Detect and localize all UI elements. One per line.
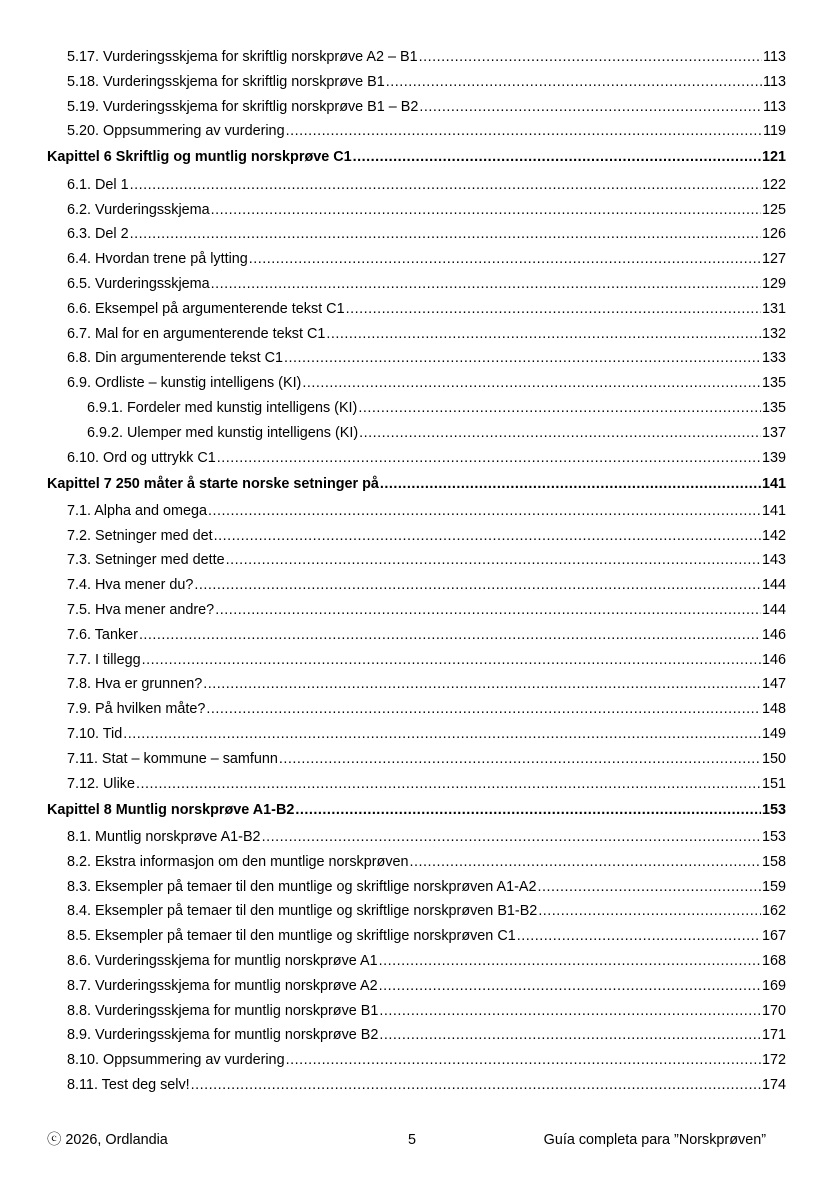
toc-dot-leader	[136, 775, 761, 793]
toc-subsubsection-entry[interactable]	[87, 424, 786, 442]
toc-entry-page-number: 150	[761, 750, 786, 767]
toc-section-entry[interactable]	[67, 725, 786, 743]
toc-entry-page-number: 132	[761, 325, 786, 342]
toc-entry-page-number: 170	[761, 1002, 786, 1019]
toc-entry-title: 6.6. Eksempel på argumenterende tekst C1	[67, 300, 345, 317]
toc-entry-page-number: 153	[761, 801, 786, 818]
toc-dot-leader	[358, 399, 761, 417]
toc-dot-leader	[353, 148, 761, 166]
toc-entry-page-number: 162	[761, 903, 786, 920]
toc-dot-leader	[286, 1051, 761, 1069]
toc-dot-leader	[386, 73, 762, 91]
toc-section-entry[interactable]	[67, 527, 786, 545]
toc-section-entry[interactable]	[67, 300, 786, 318]
toc-dot-leader	[211, 201, 761, 219]
toc-section-entry[interactable]	[67, 502, 786, 520]
toc-entry-title: 8.6. Vurderingsskjema for muntlig norskprøve A1	[67, 952, 378, 969]
toc-dot-leader	[538, 902, 761, 920]
toc-entry-title: 7.7. I tillegg	[67, 651, 141, 668]
toc-section-entry[interactable]	[67, 853, 786, 871]
toc-section-entry[interactable]	[67, 1076, 786, 1094]
toc-dot-leader	[215, 601, 761, 619]
toc-dot-leader	[208, 502, 761, 520]
toc-section-entry[interactable]	[67, 122, 786, 140]
toc-entry-page-number: 119	[763, 123, 786, 140]
toc-section-entry[interactable]	[67, 349, 786, 367]
toc-entry-title: 6.4. Hvordan trene på lytting	[67, 251, 248, 268]
toc-entry-title: Kapittel 7 250 måter å starte norske setninger på	[47, 475, 379, 492]
toc-section-entry[interactable]	[67, 325, 786, 343]
toc-section-entry[interactable]	[67, 1051, 786, 1069]
toc-dot-leader	[295, 801, 761, 819]
toc-dot-leader	[206, 700, 761, 718]
toc-dot-leader	[379, 1002, 761, 1020]
toc-entry-page-number: 144	[761, 602, 786, 618]
toc-entry-page-number: 171	[761, 1027, 786, 1044]
toc-chapter-entry[interactable]	[47, 475, 786, 493]
toc-entry-page-number: 158	[761, 853, 786, 870]
toc-entry-title: 6.9.2. Ulemper med kunstig intelligens (KI)	[87, 424, 359, 441]
toc-subsubsection-entry[interactable]	[87, 399, 786, 417]
toc-dot-leader	[380, 475, 761, 493]
toc-dot-leader	[130, 225, 761, 243]
toc-entry-title: Kapittel 8 Muntlig norskprøve A1-B2	[47, 801, 295, 818]
toc-dot-leader	[359, 424, 761, 442]
toc-entry-page-number: 153	[761, 828, 786, 845]
toc-entry-title: 6.1. Del 1	[67, 176, 129, 193]
toc-section-entry[interactable]	[67, 1026, 786, 1044]
toc-entry-page-number: 143	[761, 552, 786, 569]
toc-entry-page-number: 129	[761, 275, 786, 292]
toc-section-entry[interactable]	[67, 902, 786, 920]
toc-entry-page-number: 149	[761, 726, 786, 742]
toc-entry-title: 5.17. Vurderingsskjema for skriftlig norskprøve A2 – B1	[67, 49, 418, 65]
toc-entry-page-number: 141	[761, 502, 786, 519]
toc-entry-page-number: 151	[761, 775, 786, 792]
toc-dot-leader	[214, 527, 761, 545]
toc-section-entry[interactable]	[67, 651, 786, 669]
toc-entry-title: 8.8. Vurderingsskjema for muntlig norskprøve B1	[67, 1002, 379, 1019]
toc-entry-page-number: 146	[761, 651, 786, 668]
toc-dot-leader	[284, 349, 761, 367]
toc-dot-leader	[410, 853, 761, 871]
toc-dot-leader	[346, 300, 761, 318]
toc-section-entry[interactable]	[67, 700, 786, 718]
toc-entry-page-number: 169	[761, 977, 786, 994]
toc-dot-leader	[139, 626, 761, 644]
toc-entry-title: 8.11. Test deg selv!	[67, 1076, 190, 1093]
toc-entry-page-number: 167	[761, 928, 786, 945]
toc-entry-title: 8.3. Eksempler på temaer til den muntlige og skriftlige norskprøven A1-A2	[67, 878, 537, 895]
toc-entry-page-number: 121	[761, 149, 786, 166]
toc-entry-title: 6.10. Ord og uttrykk C1	[67, 449, 216, 466]
toc-entry-page-number: 125	[761, 201, 786, 218]
footer-page-number: 5	[408, 1132, 417, 1148]
toc-entry-page-number: 133	[761, 350, 786, 367]
toc-entry-title: 8.9. Vurderingsskjema for muntlig norskprøve B2	[67, 1027, 379, 1044]
toc-entry-title: 7.10. Tid	[67, 726, 123, 742]
toc-entry-title: 5.19. Vurderingsskjema for skriftlig norskprøve B1 – B2	[67, 98, 419, 115]
toc-section-entry[interactable]	[67, 576, 786, 594]
toc-section-entry[interactable]	[67, 48, 786, 66]
toc-dot-leader	[279, 750, 761, 768]
toc-section-entry[interactable]	[67, 927, 786, 945]
toc-entry-title: 8.5. Eksempler på temaer til den muntlige og skriftlige norskprøven C1	[67, 928, 516, 945]
toc-entry-title: 5.18. Vurderingsskjema for skriftlig norskprøve B1	[67, 73, 385, 90]
toc-chapter-entry[interactable]	[47, 148, 786, 166]
toc-section-entry[interactable]	[67, 878, 786, 896]
toc-dot-leader	[191, 1076, 761, 1094]
toc-dot-leader	[226, 551, 761, 569]
toc-section-entry[interactable]	[67, 675, 786, 693]
toc-entry-title: 7.1. Alpha and omega	[67, 502, 208, 519]
toc-entry-title: 6.9.1. Fordeler med kunstig intelligens (KI)	[87, 399, 358, 416]
toc-entry-title: Kapittel 6 Skriftlig og muntlig norskprøve C1	[47, 149, 352, 166]
toc-entry-page-number: 144	[761, 577, 786, 594]
toc-section-entry[interactable]	[67, 449, 786, 467]
page-footer	[47, 1131, 766, 1149]
toc-section-entry[interactable]	[67, 201, 786, 219]
toc-section-entry[interactable]	[67, 374, 786, 392]
toc-entry-page-number: 126	[761, 226, 786, 243]
toc-dot-leader	[217, 449, 761, 467]
toc-dot-leader	[194, 576, 761, 594]
toc-section-entry[interactable]	[67, 250, 786, 268]
toc-section-entry[interactable]	[67, 98, 786, 116]
toc-section-entry[interactable]	[67, 176, 786, 194]
toc-entry-title: 7.9. På hvilken måte?	[67, 701, 206, 718]
toc-entry-page-number: 135	[761, 375, 786, 392]
toc-entry-page-number: 113	[763, 73, 786, 90]
toc-entry-title: 8.10. Oppsummering av vurdering	[67, 1052, 285, 1069]
toc-entry-page-number: 113	[763, 49, 786, 65]
toc-entry-page-number: 148	[761, 701, 786, 718]
footer-book-title: Guía completa para ”Norskprøven”	[543, 1132, 766, 1148]
toc-entry-page-number: 131	[761, 300, 786, 317]
toc-dot-leader	[142, 651, 761, 669]
toc-entry-title: 6.9. Ordliste – kunstig intelligens (KI)	[67, 375, 302, 392]
toc-entry-page-number: 135	[761, 399, 786, 416]
toc-entry-title: 6.7. Mal for en argumenterende tekst C1	[67, 325, 326, 342]
toc-entry-title: 6.8. Din argumenterende tekst C1	[67, 350, 283, 367]
toc-dot-leader	[203, 675, 761, 693]
toc-entry-title: 8.7. Vurderingsskjema for muntlig norskprøve A2	[67, 977, 378, 994]
toc-entry-title: 7.5. Hva mener andre?	[67, 602, 215, 618]
toc-entry-page-number: 172	[761, 1052, 786, 1069]
toc-entry-page-number: 122	[761, 176, 786, 193]
toc-dot-leader	[302, 374, 761, 392]
toc-entry-page-number: 142	[761, 527, 786, 544]
toc-section-entry[interactable]	[67, 225, 786, 243]
toc-entry-title: 6.2. Vurderingsskjema	[67, 201, 210, 218]
toc-entry-title: 7.12. Ulike	[67, 775, 135, 792]
toc-dot-leader	[286, 122, 762, 140]
toc-dot-leader	[517, 927, 761, 945]
toc-dot-leader	[262, 828, 761, 846]
toc-dot-leader	[211, 275, 761, 293]
toc-entry-title: 7.3. Setninger med dette	[67, 552, 225, 569]
toc-entry-title: 7.4. Hva mener du?	[67, 577, 194, 594]
toc-entry-title: 6.5. Vurderingsskjema	[67, 275, 210, 292]
toc-entry-title: 7.2. Setninger med det	[67, 527, 213, 544]
toc-entry-page-number: 113	[763, 98, 786, 115]
toc-entry-page-number: 141	[761, 475, 786, 492]
toc-entry-page-number: 147	[761, 676, 786, 693]
toc-section-entry[interactable]	[67, 775, 786, 793]
toc-entry-page-number: 168	[761, 952, 786, 969]
toc-entry-page-number: 159	[761, 878, 786, 895]
footer-copyright: ⓒ 2026, Ordlandia	[47, 1132, 168, 1148]
toc-section-entry[interactable]	[67, 750, 786, 768]
toc-dot-leader	[249, 250, 761, 268]
toc-entry-title: 6.3. Del 2	[67, 226, 129, 243]
toc-entry-page-number: 127	[761, 251, 786, 268]
toc-dot-leader	[538, 878, 761, 896]
toc-entry-page-number: 174	[761, 1076, 786, 1093]
toc-section-entry[interactable]	[67, 952, 786, 970]
toc-section-entry[interactable]	[67, 1002, 786, 1020]
toc-dot-leader	[419, 98, 762, 116]
toc-section-entry[interactable]	[67, 601, 786, 619]
toc-entry-title: 8.2. Ekstra informasjon om den muntlige norskprøven	[67, 853, 409, 870]
toc-entry-page-number: 139	[761, 449, 786, 466]
toc-dot-leader	[419, 48, 762, 66]
toc-dot-leader	[123, 725, 761, 743]
toc-entry-title: 8.4. Eksempler på temaer til den muntlige og skriftlige norskprøven B1-B2	[67, 903, 538, 920]
toc-section-entry[interactable]	[67, 73, 786, 91]
toc-chapter-entry[interactable]	[47, 801, 786, 819]
toc-entry-title: 7.6. Tanker	[67, 626, 138, 643]
toc-entry-title: 5.20. Oppsummering av vurdering	[67, 123, 285, 140]
toc-entry-title: 8.1. Muntlig norskprøve A1-B2	[67, 828, 261, 845]
toc-section-entry[interactable]	[67, 551, 786, 569]
toc-entry-page-number: 137	[761, 424, 786, 441]
toc-section-entry[interactable]	[67, 626, 786, 644]
toc-dot-leader	[379, 1026, 761, 1044]
toc-dot-leader	[130, 176, 761, 194]
toc-dot-leader	[379, 977, 761, 995]
toc-section-entry[interactable]	[67, 275, 786, 293]
toc-section-entry[interactable]	[67, 828, 786, 846]
toc-dot-leader	[326, 325, 761, 343]
toc-entry-title: 7.11. Stat – kommune – samfunn	[67, 750, 278, 767]
toc-section-entry[interactable]	[67, 977, 786, 995]
toc-entry-page-number: 146	[761, 626, 786, 643]
toc-entry-title: 7.8. Hva er grunnen?	[67, 676, 203, 693]
toc-dot-leader	[379, 952, 761, 970]
